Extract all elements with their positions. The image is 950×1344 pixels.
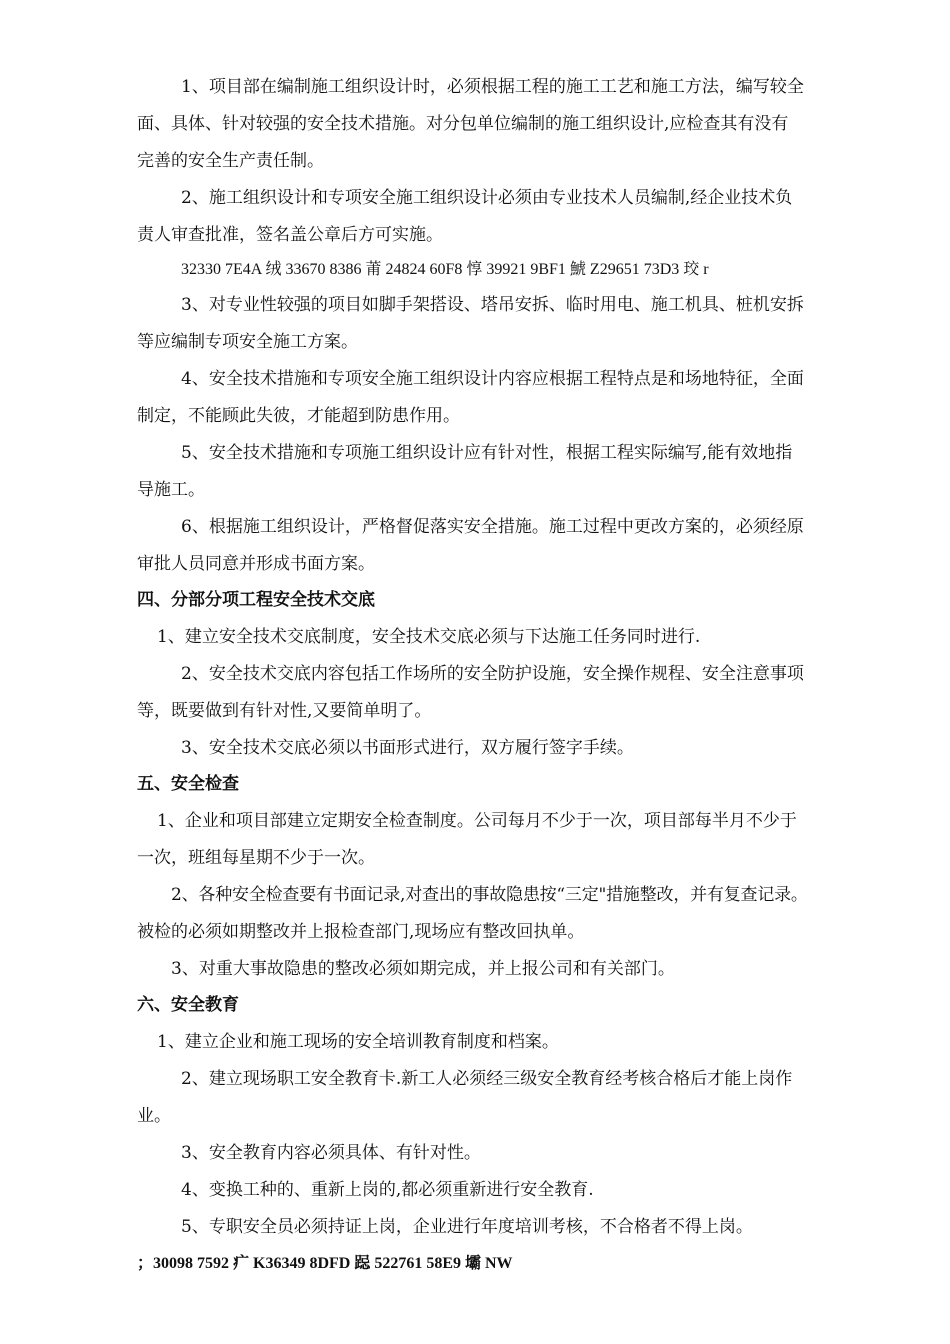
text-line: 一次，班组每星期不少于一次。 <box>137 848 375 868</box>
text-line: 1、建立企业和施工现场的安全培训教育制度和档案。 <box>157 1032 559 1052</box>
text-line: 5、安全技术措施和专项施工组织设计应有针对性，根据工程实际编写,能有效地指 <box>181 443 793 463</box>
section-heading-5: 五、安全检查 <box>137 774 239 794</box>
text-line: 1、建立安全技术交底制度，安全技术交底必须与下达施工任务同时进行. <box>157 627 701 647</box>
text-line: 3、安全教育内容必须具体、有针对性。 <box>181 1143 481 1163</box>
text-line: 2、各种安全检查要有书面记录,对查出的事故隐患按“三定"措施整改，并有复查记录。 <box>171 885 808 905</box>
section-heading-6: 六、安全教育 <box>137 995 239 1015</box>
text-line: 4、安全技术措施和专项安全施工组织设计内容应根据工程特点是和场地特征，全面 <box>181 369 804 389</box>
text-line: 1、企业和项目部建立定期安全检查制度。公司每月不少于一次，项目部每半月不少于 <box>157 811 797 831</box>
text-line: 被检的必须如期整改并上报检查部门,现场应有整改回执单。 <box>137 922 585 942</box>
text-line: 1、项目部在编制施工组织设计时，必须根据工程的施工工艺和施工方法，编写较全 <box>181 77 804 97</box>
text-line: 3、对重大事故隐患的整改必须如期完成，并上报公司和有关部门。 <box>171 959 675 979</box>
garbled-text-line: 32330 7E4A 绒 33670 8386 莆 24824 60F8 惇 39921 9BF1 鯱 Z29651 73D3 珓 r <box>181 261 709 278</box>
section-heading-4: 四、分部分项工程安全技术交底 <box>137 590 375 610</box>
text-line: 责人审查批准，签名盖公章后方可实施。 <box>137 225 443 245</box>
text-line: 3、对专业性较强的项目如脚手架搭设、塔吊安拆、临时用电、施工机具、桩机安拆 <box>181 295 804 315</box>
text-line: 制定，不能顾此失彼，才能超到防患作用。 <box>137 406 460 426</box>
garbled-text-line: ；30098 7592 疒 K36349 8DFD 跽 522761 58E9 壩 NW <box>137 1255 513 1272</box>
text-line: 等，既要做到有针对性,又要简单明了。 <box>137 701 432 721</box>
text-line: 6、根据施工组织设计，严格督促落实安全措施。施工过程中更改方案的，必须经原 <box>181 517 804 537</box>
text-line: 面、具体、针对较强的安全技术措施。对分包单位编制的施工组织设计,应检查其有没有 <box>137 114 789 134</box>
text-line: 完善的安全生产责任制。 <box>137 151 324 171</box>
text-line: 5、专职安全员必须持证上岗，企业进行年度培训考核，不合格者不得上岗。 <box>181 1217 753 1237</box>
text-line: 3、安全技术交底必须以书面形式进行，双方履行签字手续。 <box>181 738 634 758</box>
text-line: 等应编制专项安全施工方案。 <box>137 332 358 352</box>
text-line: 2、施工组织设计和专项安全施工组织设计必须由专业技术人员编制,经企业技术负 <box>181 188 793 208</box>
text-line: 导施工。 <box>137 480 205 500</box>
text-line: 2、安全技术交底内容包括工作场所的安全防护设施，安全操作规程、安全注意事项 <box>181 664 804 684</box>
text-line: 业。 <box>137 1106 171 1126</box>
text-line: 2、建立现场职工安全教育卡.新工人必须经三级安全教育经考核合格后才能上岗作 <box>181 1069 793 1089</box>
text-line: 审批人员同意并形成书面方案。 <box>137 554 375 574</box>
text-line: 4、变换工种的、重新上岗的,都必须重新进行安全教育. <box>181 1180 594 1200</box>
